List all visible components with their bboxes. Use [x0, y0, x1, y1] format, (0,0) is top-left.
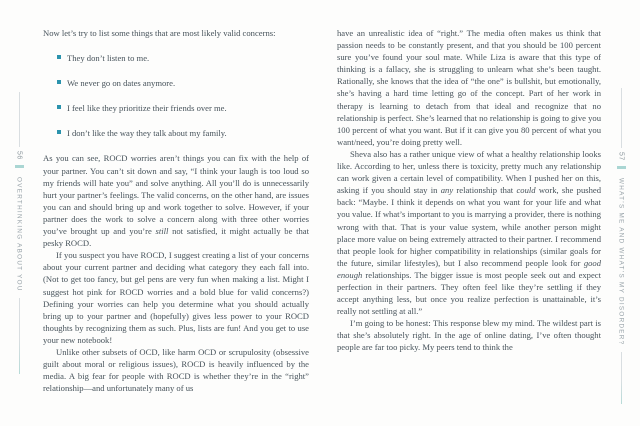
accent-dash-icon — [617, 166, 626, 169]
list-item-label: I feel like they prioritize their friends over me. — [67, 103, 227, 114]
left-page-number: 56 — [15, 151, 23, 160]
list-item-label: We never go on dates anymore. — [67, 78, 176, 89]
italic-text: could — [516, 185, 536, 196]
body-text: As you can see, ROCD worries aren’t things you can fix with the help of your partner. You can’t sit down and say, “I think your laugh is too loud so my friends will hate you” and solve anything. All you’ll do is unnecessarily hurt your partner’s feelings. The valid concerns, on the other hand, are issues you can and should bring up and work together to solve. However, if your partner does the work to solve a concern along with three other worries you’ve brought up and you’re — [43, 153, 309, 237]
italic-text: still — [155, 226, 169, 237]
accent-dash-icon — [15, 165, 24, 168]
body-text: work, she pushed back: “Maybe. I think it depends on what you want for your life and what you value. If what’s important to you is marrying a provider, there is nothing wrong with that. That is your value system, while another person might place more value on being extremely attracted to their partner. I recommend that people look for higher compatibility in relationships (similar goals for the future, similar lifestyles), but I also recommend people look for — [337, 185, 601, 268]
body-text: relationship that — [453, 185, 517, 196]
paragraph — [43, 152, 309, 249]
body-text: have an unrealistic idea of “right.” The media often makes us think that passion needs to be constantly present, and that you should be 100 percent sure you’ve found your soul mate. While Liza is aware that this type of thinking is a fallacy, she is struggling to unlearn what she’s been taught. Rationally, she knows that the idea of “the one” is bullshit, but emotionally, she’s having a hard time letting go of the concept. Part of her work in therapy is learning to detach from that ideal and recognize that no relationship is perfect. She’s learned that no relationship is going to give you 100 percent of what you want. But if it can give you 80 percent of what you want/need, you’re doing pretty well. — [337, 28, 601, 147]
paragraph — [43, 27, 309, 39]
bullet-square-icon — [57, 55, 61, 59]
list-item-label: I don’t like the way they talk about my family. — [67, 128, 227, 139]
list-item — [57, 127, 309, 139]
bullet-square-icon — [57, 130, 61, 134]
list-item — [57, 52, 309, 64]
body-text: I’m going to be honest: This response blew my mind. The wildest part is that she’s absolutely right. In the age of online dating, I’ve often thought people are far too picky. My peers tend to think the — [337, 318, 601, 353]
paragraph — [337, 317, 601, 353]
right-page-text — [337, 27, 601, 419]
bullet-square-icon — [57, 80, 61, 84]
paragraph — [337, 148, 601, 317]
paragraph — [43, 346, 309, 394]
left-page-text — [43, 27, 309, 419]
body-text: Unlike other subsets of OCD, like harm OCD or scrupulosity (obsessive guilt about moral or religious issues), ROCD is heavily influenced by the media. A big fear for people with ROCD is whether they’re in the “right” relationship—and unfortunately many of us — [43, 346, 309, 394]
left-page-margin — [8, 0, 30, 374]
bullet-square-icon — [57, 105, 61, 109]
body-text: If you suspect you have ROCD, I suggest creating a list of your concerns about your current partner and deciding what category they each fall into. (Not to get too fancy, but gel pens are very fun when making a list. Might I suggest hot pink for ROCD worries and a bold blue for valid concerns?) Defining your worries can help you determine what you should actually bring up to your partner and (hopefully) gives less power to your ROCD thoughts by recognizing them as such. Plus, lists are fun! And you get to use your new notebook! — [43, 250, 309, 345]
margin-rule-bottom — [621, 352, 622, 404]
left-running-title: OVERTHINKING ABOUT YOU — [15, 176, 23, 292]
body-text: Now let’s try to list some things that are most likely valid concerns: — [43, 28, 276, 38]
right-running-title: WHAT’S ME AND WHAT’S MY DISORDER? — [617, 177, 625, 346]
body-text: relationships. The bigger issue is most people seek out and expect perfection in their partners. They often feel like they’re settling if they accept anything less, but once you realize perfection is unattainable, it’s really not settling at all.” — [337, 269, 601, 317]
margin-rule-top — [621, 88, 622, 148]
body-text: not satisfied, it might actually be that pesky ROCD. — [43, 226, 309, 249]
bullet-list — [57, 52, 309, 139]
list-item-label: They don’t listen to me. — [67, 53, 150, 64]
italic-text: good enough — [337, 257, 601, 280]
paragraph — [43, 249, 309, 346]
margin-rule-top — [19, 92, 20, 147]
margin-rule-bottom — [19, 298, 20, 374]
italic-text: any — [440, 185, 454, 196]
right-page-number: 57 — [617, 152, 625, 161]
list-item — [57, 77, 309, 89]
body-text: Sheva also has a rather unique view of what a healthy relationship looks like. According to her, unless there is toxicity, pretty much any relationship can work given a certain level of compatibility. When I pushed her on this, asking if you should stay in — [337, 148, 601, 196]
paragraph — [337, 27, 601, 148]
list-item — [57, 102, 309, 114]
right-page-margin — [610, 0, 632, 404]
